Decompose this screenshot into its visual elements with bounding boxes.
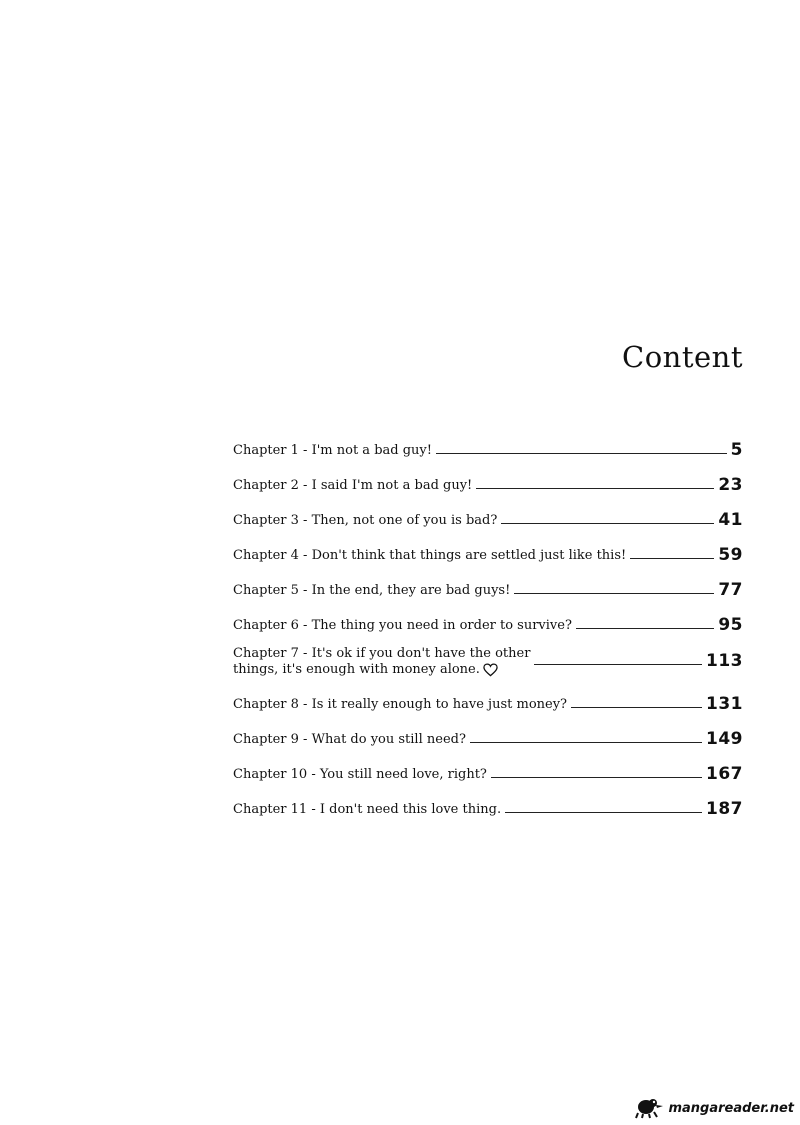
toc-entry-page: 95 [718, 615, 743, 635]
toc-entry-page: 5 [730, 440, 743, 460]
toc-entry-chapter-7 [233, 638, 743, 682]
toc-entry-page: 77 [718, 580, 743, 600]
toc-leader-line [571, 707, 702, 708]
toc-leader-line [576, 628, 714, 629]
toc-leader-line [534, 664, 702, 665]
watermark-text: mangareader.net [668, 1100, 794, 1116]
toc-entry-title: Chapter 8 - Is it really enough to have just money? [233, 697, 568, 712]
toc-entry-title: Chapter 11 - I don't need this love thing. [233, 802, 502, 817]
toc-leader-line [505, 812, 702, 813]
toc-entry-page: 149 [706, 729, 743, 749]
toc-entry-chapter-9 [233, 717, 743, 752]
toc-entry-title: Chapter 10 - You still need love, right? [233, 767, 487, 782]
toc-entry-title: Chapter 3 - Then, not one of you is bad? [233, 513, 498, 528]
toc-entry-title: Chapter 1 - I'm not a bad guy! [233, 443, 432, 458]
toc-leader-line [476, 488, 714, 489]
toc-entry-title: Chapter 9 - What do you still need? [233, 732, 466, 747]
toc-entry-page: 41 [718, 510, 743, 530]
toc-entry-page: 23 [718, 475, 743, 495]
toc-entry-title: Chapter 4 - Don't think that things are settled just like this! [233, 548, 627, 563]
toc-entry-page: 187 [706, 799, 743, 819]
toc-leader-line [491, 777, 702, 778]
toc-entry-chapter-1 [233, 428, 743, 463]
toc-leader-line [470, 742, 702, 743]
toc-entry-chapter-3 [233, 498, 743, 533]
toc-entry-chapter-6 [233, 603, 743, 638]
toc-entry-chapter-5 [233, 568, 743, 603]
toc-entry-page: 59 [718, 545, 743, 565]
toc-entry-page: 113 [706, 651, 743, 671]
watermark [635, 1097, 794, 1119]
toc-leader-line [501, 523, 714, 524]
toc-entry-chapter-11 [233, 787, 743, 822]
toc-entry-title: Chapter 7 - It's ok if you don't have the other things, it's enough with money alone. [233, 646, 531, 677]
mascot-icon [635, 1097, 665, 1119]
toc-entry-chapter-4 [233, 533, 743, 568]
toc-entry-title: Chapter 6 - The thing you need in order to survive? [233, 618, 572, 633]
table-of-contents [233, 428, 743, 822]
toc-leader-line [630, 558, 714, 559]
toc-leader-line [436, 453, 727, 454]
toc-entry-page: 131 [706, 694, 743, 714]
heart-icon [483, 663, 498, 677]
toc-entry-chapter-2 [233, 463, 743, 498]
toc-entry-chapter-8 [233, 682, 743, 717]
toc-entry-page: 167 [706, 764, 743, 784]
toc-entry-chapter-10 [233, 752, 743, 787]
toc-entry-title: Chapter 2 - I said I'm not a bad guy! [233, 478, 473, 493]
toc-leader-line [514, 593, 714, 594]
page-title: Content [622, 340, 743, 374]
toc-entry-title: Chapter 5 - In the end, they are bad guys! [233, 583, 511, 598]
